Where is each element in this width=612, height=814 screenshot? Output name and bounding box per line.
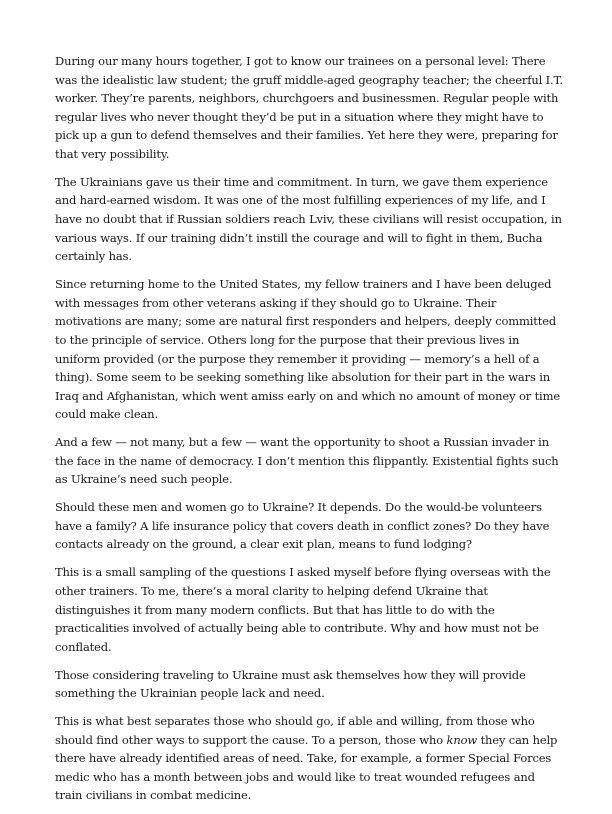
paragraph-questions: This is a small sampling of the questions I asked myself before flying overseas with the other trainers. To me, there’s a moral clarity to helping defend Ukraine that distinguishes it from many modern conflicts. But that has little to do with the practicalities involved of actually being able to contribute. Why and how must not be conflated. xyxy=(55,565,551,654)
paragraph-considering: Those considering traveling to Ukraine must ask themselves how they will provide something the Ukrainian people lack and need. xyxy=(55,667,526,701)
paragraph-separates-start: This is what best separates those who should go, if able and willing, from those who should find other ways to support the cause. To a person, those who xyxy=(55,714,535,747)
paragraph-trainees: During our many hours together, I got to know our trainees on a personal level: There was the idealistic law student; the gruff middle-aged geography teacher; the cheerful I.T. worker. They’re parents, neighbors, churchgoers and businessmen. Regular people with regular lives who never thought they’d be put in a situation where they might have to pick up a gun to defend themselves and their families. Yet here they were, preparing for that very possibility. xyxy=(55,54,563,161)
paragraph-separates xyxy=(55,712,565,805)
paragraph-a-few: And a few — not many, but a few — want the opportunity to shoot a Russian invader in the face in the name of democracy. I don’t mention this flippantly. Existential fights such as Ukraine’s need such people. xyxy=(55,435,559,487)
paragraph-commitment: The Ukrainians gave us their time and commitment. In turn, we gave them experience and hard-earned wisdom. It was one of the most fulfilling experiences of my life, and I have no doubt that if Russian soldiers reach Lviv, these civilians will resist occupation, in various ways. If our training didn’t instill the courage and will to fight in them, Bucha certainly has. xyxy=(55,174,562,264)
paragraph-veterans-messages: Since returning home to the United States, my fellow trainers and I have been deluged with messages from other veterans asking if they should go to Ukraine. Their motivations are many; some are natural first responders and helpers, deeply committed to the principle of service. Others long for the purpose that their previous lives in uniform provided (or the purpose they remember it providing — memory’s a hell of a thing). Some seem to be seeking something like absolution for their part in the wars in Iraq and Afghanistan, which went amiss early on and which no amount of money or time could make clean. xyxy=(55,277,560,422)
article-body xyxy=(55,52,565,814)
paragraph-should-they-go: Should these men and women go to Ukraine? It depends. Do the would-be volunteers have a family? A life insurance policy that covers death in conflict zones? Do they have contacts already on the ground, a clear exit plan, means to fund lodging? xyxy=(55,500,550,552)
paragraph-separates-end: they can help there have already identified areas of need. Take, for example, a former Special Forces medic who has a month between jobs and would like to treat wounded refugees and train civilians in combat medicine. xyxy=(55,732,558,803)
emphasis-know: know xyxy=(446,732,478,747)
